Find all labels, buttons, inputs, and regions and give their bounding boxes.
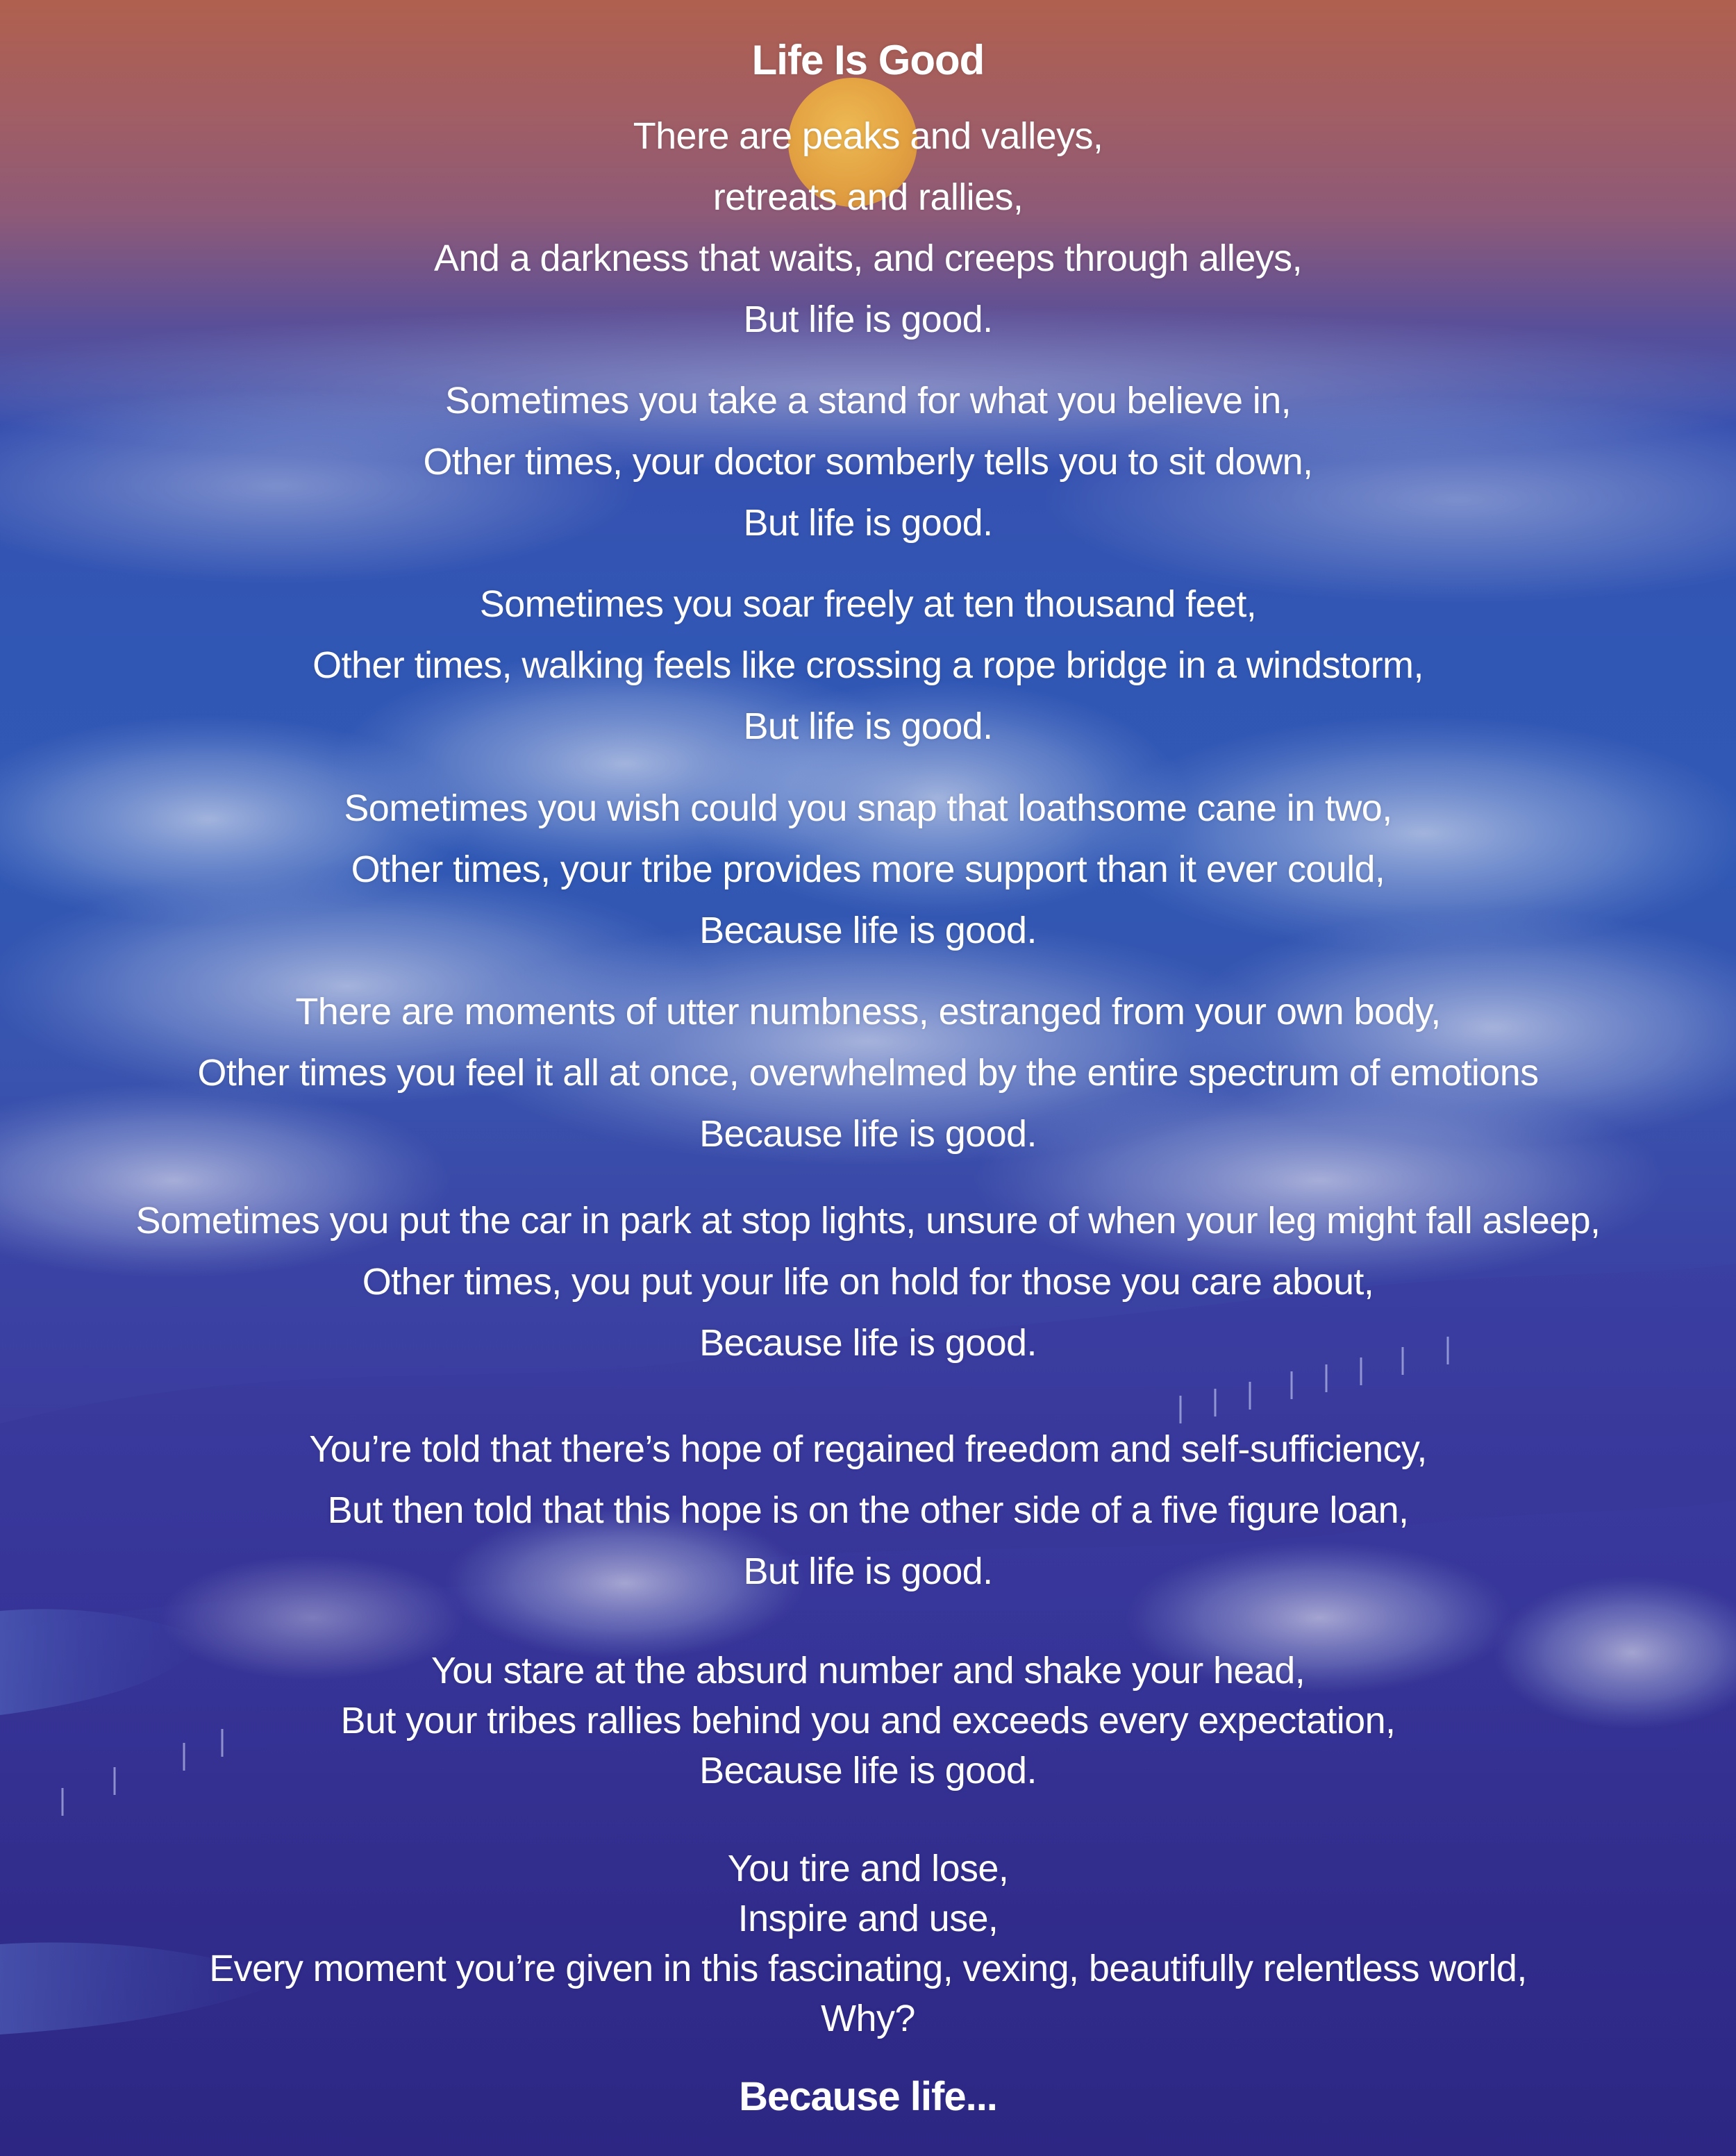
stanza-2 <box>0 370 1736 553</box>
stanza-9 <box>0 1844 1736 2044</box>
poem-line: Why? <box>821 1998 915 2039</box>
poem-line: You stare at the absurd number and shake your head, <box>431 1650 1305 1691</box>
poem-line: retreats and rallies, <box>712 176 1024 218</box>
poem-line: But life is good. <box>743 1551 993 1592</box>
poem-line: Sometimes you soar freely at ten thousand feet, <box>479 583 1257 625</box>
poem-line: Other times, walking feels like crossing a rope bridge in a windstorm, <box>312 644 1424 686</box>
poem-line: But then told that this hope is on the other side of a five figure loan, <box>327 1489 1409 1531</box>
poem-line: Inspire and use, <box>737 1898 999 1939</box>
poem-line: Sometimes you wish could you snap that loathsome cane in two, <box>344 787 1392 829</box>
poem-line: And a darkness that waits, and creeps through alleys, <box>434 237 1302 279</box>
poem-line: But life is good. <box>743 299 993 340</box>
poem-title: Life Is Good <box>751 37 985 83</box>
poem-line: You’re told that there’s hope of regained freedom and self-sufficiency, <box>309 1428 1427 1470</box>
poem-line: Sometimes you put the car in park at stop lights, unsure of when your leg might fall asleep, <box>135 1200 1601 1242</box>
poem-line: Sometimes you take a stand for what you believe in, <box>444 380 1292 421</box>
poem-line: Because life is good. <box>699 1113 1037 1155</box>
poem-line: Every moment you’re given in this fascinating, vexing, beautifully relentless world, <box>209 1948 1527 1989</box>
poem-line: Because life is good. <box>699 1322 1037 1364</box>
stanza-3 <box>0 574 1736 757</box>
poem-closing-line: Because life... <box>739 2074 997 2119</box>
poem-line: There are peaks and valleys, <box>633 115 1103 157</box>
poem-line: Other times you feel it all at once, overwhelmed by the entire spectrum of emotions <box>197 1052 1539 1094</box>
stanza-8 <box>0 1646 1736 1796</box>
poem-line: But life is good. <box>743 705 993 747</box>
stanza-7 <box>0 1419 1736 1602</box>
poem-line: Because life is good. <box>699 1750 1037 1791</box>
stanza-4 <box>0 778 1736 961</box>
poem-line: But your tribes rallies behind you and exceeds every expectation, <box>340 1700 1396 1741</box>
poem-line: Because life is good. <box>699 910 1037 951</box>
poem-line: You tire and lose, <box>727 1848 1009 1889</box>
poem-line: But life is good. <box>743 502 993 544</box>
poem-line: Other times, you put your life on hold for those you care about, <box>362 1261 1374 1303</box>
stanza-1 <box>0 106 1736 350</box>
poem-line: There are moments of utter numbness, estranged from your own body, <box>295 991 1441 1033</box>
poem-line: Other times, your doctor somberly tells you to sit down, <box>423 441 1313 483</box>
poem-line: Other times, your tribe provides more support than it ever could, <box>351 849 1385 890</box>
stanza-6 <box>0 1190 1736 1373</box>
stanza-5 <box>0 981 1736 1164</box>
